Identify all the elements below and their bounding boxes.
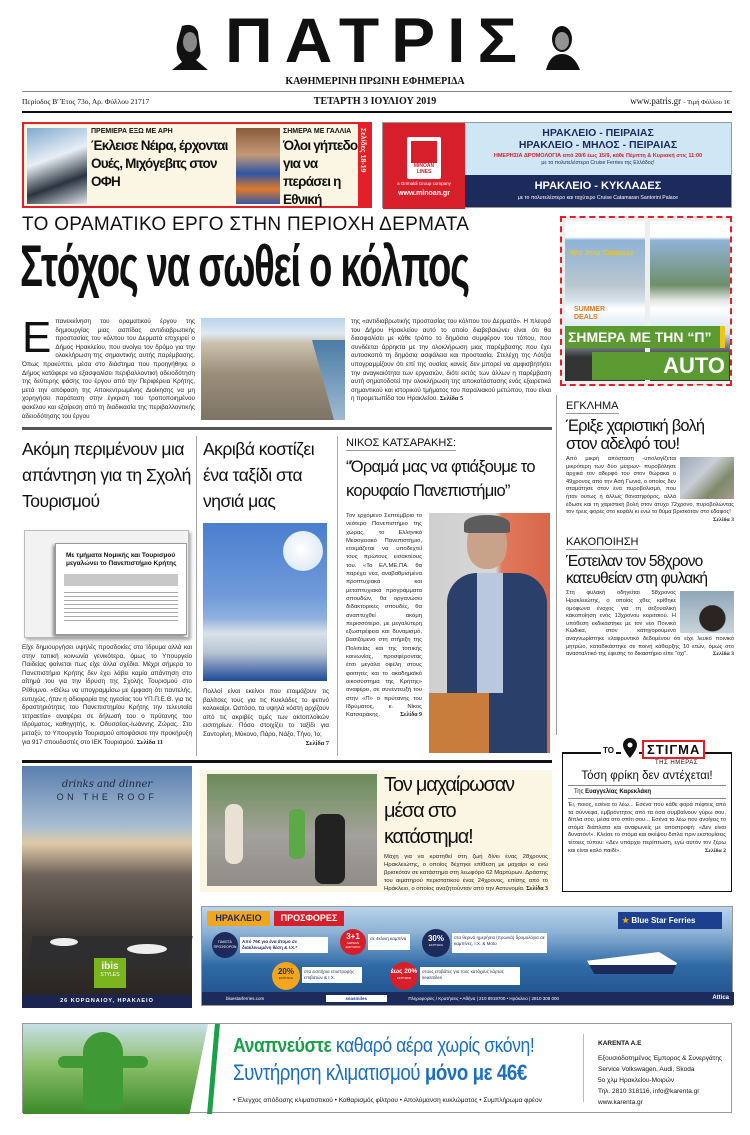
bluestar-url[interactable]: bluestarferries.com [226,996,265,1001]
tourism-body: Είχε δημιουργήσει υψηλές προσδοκίες στο Ίδρυμα αλλά και στην τοπική κοινωνία γενικότερα, όμως το Υπουργείο Παιδείας φαίνεται πως είχε άλλα σχέδια. Μέχρι σήμερα το Πανεπιστήμιο Κρήτης δεν έχει λάβει καμία απάντηση στο αίτημά του για την ίδρυση της Σχολής Τουρισμού στο Ρέθυμνο. «Θέλω να υπογραμμίσω με έμφαση ότι παντελής, ευτυχώς, ήταν η αδιαφορία της ηγεσίας του ΥΠ.Π.Ε.Θ. για τις δραστηριότητες του Πανεπιστημίου Κρήτης την τελευταία τετραετία» αναφέρει σε δήλωσή του ο πρύτανης του Ιδρύματος, καθηγητής, κ. Οδυσσέας-Ιωάννης Ζώρας. Στο μεταξύ, το Υπουργείο Τουρισμού αποφάσισε την προκήρυξη για 917 σπουδαστές στο ΙΕΚ Τουρισμού. Σελίδα 11 [22,644,192,746]
divider [22,427,552,430]
divider [22,91,732,92]
minoan-url[interactable]: www.minoan.gr [398,190,450,197]
lead-body-col1: Επανεκκίνηση του οραματικού έργου της δημιουργίας μιας ασπίδας αντιδιαβρωτικής προστασίας του κόλπου του Δερματά επιχειρεί ο Δήμος Ηρακλείου, που ανοίγει τον δρόμο για την ολοκλήρωση της σημαντικής αυτής παρέμβασης. Όπως προκύπτει, μέσα στο διάστημα που προηγήθηκε ο Δήμος κατάφερε να εξασφαλίσει περιβαλλοντική αδειοδότηση της δεύτερης φάσης του έργου από την Περιφέρεια Κρήτης, μετά την απόφαση της Αποκεντρωμένης Διοίκησης να μη χορηγήσει παράταση στην έγκριση του τροποποιημένου φακέλου και εξαίρεση από τη διαδικασία της περιβαλλοντικής αδειοδότησης του έργου [22,313,195,420]
stabbing-story [200,770,552,892]
stabbing-body: Μάχη για να κρατηθεί στη ζωή δίνει ένας 28χρονος Ηρακλειώτης, ο οποίος δέχτηκε επίθεση με μαχαίρι κι ενώ βρισκόταν σε κατάστημα στη λεωφόρο 62 Μαρτύρων. Δράστης του αιματηρού περιστατικού ένας 24χρονος, επίσης από το Ηράκλειο, ο οποίος αναζητούνταν από την Αστυνομία. Σελίδα 3 [384,854,548,892]
supplement-banner: ΣΗΜΕΡΑ ΜΕ ΤΗΝ “Π” [565,326,725,348]
star-icon: ★ [622,916,630,925]
ferry-ship [587,952,677,974]
travel-headline: Ακριβά κοστίζει ένα ταξίδι στα νησιά μας [203,439,315,511]
page-ref[interactable]: Σελίδα 3 [712,651,734,658]
auto-moto-supplement[interactable]: Νέο Jeep Compass SUMMER DEALS ΣΗΜΕΡΑ ΜΕ ΤΗΝ “Π” AUTO MOTO [560,216,732,386]
crime-photo [680,457,734,499]
column-divider [196,436,197,756]
crime-body: Από μικρή απόσταση -υπολογίζεται μικρότερη των δύο μέτρων- πυροβόλησε αρχικά τον αδερφό του στον θώρακα ο 49χρονος από την Ασή Γωνιά, ο οποίος δεν σταμάτησε στον ένα πυροβολισμό, που ήταν ούτως ή άλλως θανατηφόρος, αλλά έδωσε και τη χαριστική βολή στον άτυχο 72χρονο, πυροβολώντας τον τρεις φορές στο κεφάλι κι ενώ το θύμα βρισκόταν στο έδαφος! Σελίδα 3 [566,456,734,523]
crime-story [566,396,734,524]
sports-pages: Σελίδες 18-19 [359,128,366,173]
university-headline: “Όραμά μας να φτιάξουμε το κορυφαίο Πανεπιστήμιο” [346,458,535,500]
abuse-kicker: ΚΑΚΟΠΟΙΗΣΗ [566,536,639,549]
abuse-headline: Έστειλαν τον 58χρονο κατευθείαν στη φυλακή [566,553,708,588]
ibis-styles-ad[interactable]: drinks and dinner ON THE ROOF ibis STYLES 26 ΚΟΡΩΝΑΙΟΥ, ΗΡΑΚΛΕΙΟ [22,766,192,1008]
abuse-story [566,532,734,658]
page-ref[interactable]: Σελίδα 3 [712,516,734,523]
karenta-ad[interactable]: Αναπνεύστε καθαρό αέρα χωρίς σκόνη! Συντήρηση κλιματισμού μόνο με 46€ • Έλεγχος απόδοσης κλιματιστικού • Καθαρισμός φίλτρου • Απολύμανση κυκλώματος • Συμπλήρωμα φρέον KARENTA A.E Εξουσιοδοτημένος Έμπορος & Συνεργάτης Service Volkswagen, Audi, Skoda 5ο χλμ Ηρακλείου-Μοιρών Τηλ. 2810 318116, info@karenta.gr www.karenta.gr [22,1023,732,1113]
university-body: Τον ερχόμενο Σεπτέμβριο το νεότερο Πανεπιστήμιο της χώρας, το Ελληνικό Μεσογειακό Πανεπιστήμιο, ετοιμάζεται να υποδεχτεί τους πρώτους εισακτέους του. «Το ΕΛ.ΜΕ.ΠΑ. θα παρέχει νέα, αναβαθμισμένα προπτυχιακά και μεταπτυχιακά προγράμματα σπουδών, θα οργανώσει διδακτορικές σπουδές, θα αναπτυχθεί ακόμη περισσότερο, με μεγαλύτερη εξωστρέφεια και δυναμισμό, βασιζόμενο στη στήριξη της Πολιτείας και της τοπικής κοινωνίας, προσφέροντας έτσι μεγάλα οφέλη στους φοιτητές και το ακαδημαϊκό οικοσύστημα της Κρήτης» αναφέρει, σε συνέντευξή του στην «Π» ο πρύτανης του Ιδρύματος, κ. Νίκος Κατσαράκης. Σελίδα 9 [346,513,422,719]
lead-photo-beach [201,318,345,420]
ibis-address: 26 ΚΟΡΩΝΑΙΟΥ, ΗΡΑΚΛΕΙΟ [22,995,192,1008]
minoan-logo: MINOAN LINES [407,137,441,179]
ibis-logo: ibis STYLES [94,958,126,988]
stigma-byline: Της Ευαγγελίας Καρεκλάκη [568,786,726,799]
karenta-website[interactable]: www.karenta.gr [598,1099,643,1106]
blue-star-logo: ★ Blue Star Ferries [618,912,722,929]
minoan-lines-ad[interactable]: MINOAN LINES a Grimaldi Group company www.minoan.gr ΗΡΑΚΛΕΙΟ - ΠΕΙΡΑΙΑΣ ΗΡΑΚΛΕΙΟ - ΜΗΛΟΣ - ΠΕΙΡΑΙΑΣ ΗΜΕΡΗΣΙΑ ΔΡΟΜΟΛΟΓΙΑ από 20/6 έως 15/9, κάθε Πέμπτη & Κυριακή στις 11:00 με τα πολυτελέστερα Cruise Ferries της Ελλάδος! ΗΡΑΚΛΕΙΟ - ΚΥΚΛΑΔΕΣ με το πολυτελέστερο και ταχύτερο Cruise Catamaran Santorini Palace [382,122,732,208]
lead-headline: Στόχος να σωθεί ο κόλπος [20,234,469,299]
crime-headline: Έριξε χαριστική βολή στον αδελφό του! [566,417,705,453]
page-ref[interactable]: Σελίδα 5 [439,395,464,403]
tourism-headline: Ακόμη περιμένουν μια απάντηση για τη Σχολή Τουρισμού [22,439,191,511]
tourism-clipping: Με τμήματα Νομικής και Τουρισμού μεγαλώνει το Πανεπιστήμιο Κρήτης [24,530,189,638]
sports-kicker: ΣΗΜΕΡΑ ΜΕ ΓΑΛΛΙΑ [283,128,352,135]
stigma-headline: Τόση φρίκη δεν αντέχεται! [568,769,726,786]
football-photo [27,128,87,204]
travel-body: Πολλοί είναι εκείνοι που ετοιμάζουν τις βαλίτσες τους για τις Κυκλάδες το φετινό καλοκαίρι. Ωστόσο, τα υψηλά κόστη αρχίζουν από τις ακριβές τιμές των ακτοπλοϊκών εισιτηρίων. Πόσο στοιχίζει το ταξίδι για Σαντορίνη, Μύκονο, Πάρο, Νάξο, Τήνο, Ίο; Σελίδα 7 [203,688,329,747]
header-right [630,96,730,106]
divider [22,111,732,113]
portrait-left-logo [168,22,212,72]
column-divider [337,436,338,756]
island-moon-photo [203,523,327,681]
sports-headline: Έκλεισε Νέιρα, έρχονται Ουές, Μιχόγεβιτς στον ΟΦΗ [91,138,228,189]
university-kicker: ΝΙΚΟΣ ΚΑΤΣΑΡΑΚΗΣ: [346,437,457,449]
issue-date: ΤΕΤΑΡΤΗ 3 ΙΟΥΛΙΟΥ 2019 [313,96,437,107]
abuse-photo [680,591,734,633]
masthead-subtitle: ΚΑΘΗΜΕΡΙΝΗ ΠΡΩΙΝΗ ΕΦΗΜΕΡΙΔΑ [285,76,465,87]
column-divider [556,395,557,735]
basketball-photo [236,128,280,204]
issue-info: Περίοδος Β' Έτος 73ο, Αρ. Φύλλου 21717 [22,97,150,106]
location-pin-icon [621,738,639,763]
lead-dropcap: Ε [22,313,52,362]
sports-pages-tab [358,124,370,206]
page-ref[interactable]: Σελίδα 11 [136,738,163,746]
green-figure-image [23,1024,208,1114]
right-column-stories [566,396,734,659]
price: - Τιμή Φύλλου 1€ [683,99,730,106]
lead-body-col2: της «αντιδιαβρωτικής προστασίας του κόλπου του Δερματά». Η πλευρά του Δήμου Ηρακλείου αυτό το οποίο διαβεβαιώνει είναι ότι θα διασφαλίσει με κάθε τρόπο το δημόσιο συμφέρον του τόπου, που συνδέεται άρρηκτα με την ολοκλήρωση μιας παρέμβασης που έχει αυτοσκοπό τη δημόσια ασφάλεια και προστασία. Στελέχη της Λότζια υπογραμμίζουν ότι επί της ουσίας κανείς δεν μπορεί να αμφισβητήσει την αναγκαιότητα των εργασιών, διότι εκτός των άλλων η παρέμβαση αυτή σηματοδοτεί την ολοκλήρωση της αποκατάστασης ενός εξαιρετικά σημαντικού και ιστορικού τμήματος του παραλιακού μετώπου, που είναι η προμετωπίδα του Ηρακλείου. Σελίδα 5 [351,318,551,403]
abuse-body: Στη φυλακή οδηγείται 58χρονος Ηρακλειώτης, ο οποίος χθες κρίθηκε ομόφωνα ένοχος για τη σεξουαλική κακοποίηση ενός 13χρονου κοριτσιού. Η υπόθεση εκδικάστηκε με τον νέο Ποινικό Κώδικα, στον κατηγορούμενο αναγνωρίστηκε ελαφρυντικό δεδομένου ότι είχε λευκό ποινικό μητρώο, καταδικάστηκε σε ποινή κάθειρξης 10 ετών, όμως στο ανασταλτικό της έφεσης το δικαστήριο είπε “όχι”. Σελίδα 3 [566,590,734,658]
lead-kicker: ΤΟ ΟΡΑΜΑΤΙΚΟ ΕΡΓΟ ΣΤΗΝ ΠΕΡΙΟΧΗ ΔΕΡΜΑΤΑ [22,214,470,235]
stigma-body: Έι, ποιος, εσένα το λέω... Εσένα που κάθε φορά πέφτεις από τα σύννεφα, εμβρόντητος από τα όσα συμβαίνουν γύρω σου, δίπλα σου, μέσα στο σπίτι σου... Εσένα το λέω που ανοίγεις το στόμα διάπλατα και αναφωνείς με αποστροφή: «Δεν είναι δυνατόν!». Κλείσε το στόμα και σκέψου διπλά πριν εκστομίσεις τέτοιες τύπου: «Δεν υπάρχει περίπτωση, εγώ αυτόν τον ξέρω και είναι καλό παιδί». Σελίδα 2 [568,802,726,854]
page-ref[interactable]: Σελίδα 3 [526,886,548,892]
masthead-title: ΠΑΤΡΙΣ [225,4,530,76]
blue-star-ferries-ad[interactable]: ΗΡΑΚΛΕΙΟ ΠΡΟΣΦΟΡΕΣ ΠΑΚΕΤΑ ΠΡΟΣΦΟΡΩΝ Από 76€ για ένα άτομο σε διακλινωμένη θέση & Ι.Χ.* 3+1 ΔΩΡΕΑΝ ΕΙΣΙΤΗΡΙΟ σε 4κλινη καμπίνα 30% ΕΚΠΤΩΣΗ στα θερινά ημερήσια (πρωινά) δρομολόγια σε καμπίνες, Ι.Χ. & Moto 20% ΕΚΠΤΩΣΗ στα εισιτήρια επιστροφής επιβατών & Ι.Χ. έως 20% ΕΚΠΤΩΣΗ στους επιβάτες για τους κατόχους κάρτας seasmiles ★ Blue Star Ferries bluestarferries.com seasmiles Πληροφορίες / Κρατήσεις • Αθήνα | 210 8919700 • Ηράκλειο | 2810 308 000 Attica [201,906,733,1006]
stabbing-flow [384,772,548,893]
page-ref[interactable]: Σελίδα 7 [305,739,329,747]
supplement-title: AUTO MOTO [592,352,729,380]
divider [22,760,552,763]
website-link[interactable]: www.patris.gr [630,96,682,106]
crime-kicker: ΕΓΚΛΗΜΑ [566,400,619,412]
stigma-column[interactable]: ΤΟ ΣΤΙΓΜΑ ΤΗΣ ΗΜΕΡΑΣ Τόση φρίκη δεν αντέχεται! Της Ευαγγελίας Καρεκλάκη Έι, ποιος, εσένα το λέω... Εσένα που κάθε φορά πέφτεις από τα σύννεφα, εμβρόντητος από τα όσα συμβαίνουν γύρω σου, δίπλα σου, μέσα στο σπίτι σου... Εσένα το λέω που ανοίγεις το στόμα διάπλατα και αναφωνείς με αποστροφή: «Δεν είναι δυνατόν!». Κλείσε το στόμα και σκέψου διπλά πριν εκστομίσεις τέτοιες τύπου: «Δεν υπάρχει περίπτωση, εγώ αυτόν τον ξέρω και είναι καλό παιδί». Σελίδα 2 [562,752,732,892]
sports-teaser[interactable] [22,122,372,208]
stigma-flow [568,769,726,855]
stabbing-headline: Τον μαχαίρωσαν μέσα στο κατάστημα! [384,774,514,848]
sports-headline: Όλοι γήπεδο για να περάσει η Εθνική [283,138,358,207]
page-ref[interactable]: Σελίδα 9 [400,712,422,719]
rector-photo [429,513,550,753]
minoan-brand-panel: MINOAN LINES a Grimaldi Group company www.minoan.gr [383,123,465,209]
portrait-right-logo [540,22,584,72]
page-ref[interactable]: Σελίδα 2 [704,847,726,854]
sports-kicker: ΠΡΕΜΙΕΡΑ ΕΞΩ ΜΕ ΑΡΗ [91,128,173,135]
police-scene-photo [207,774,377,886]
